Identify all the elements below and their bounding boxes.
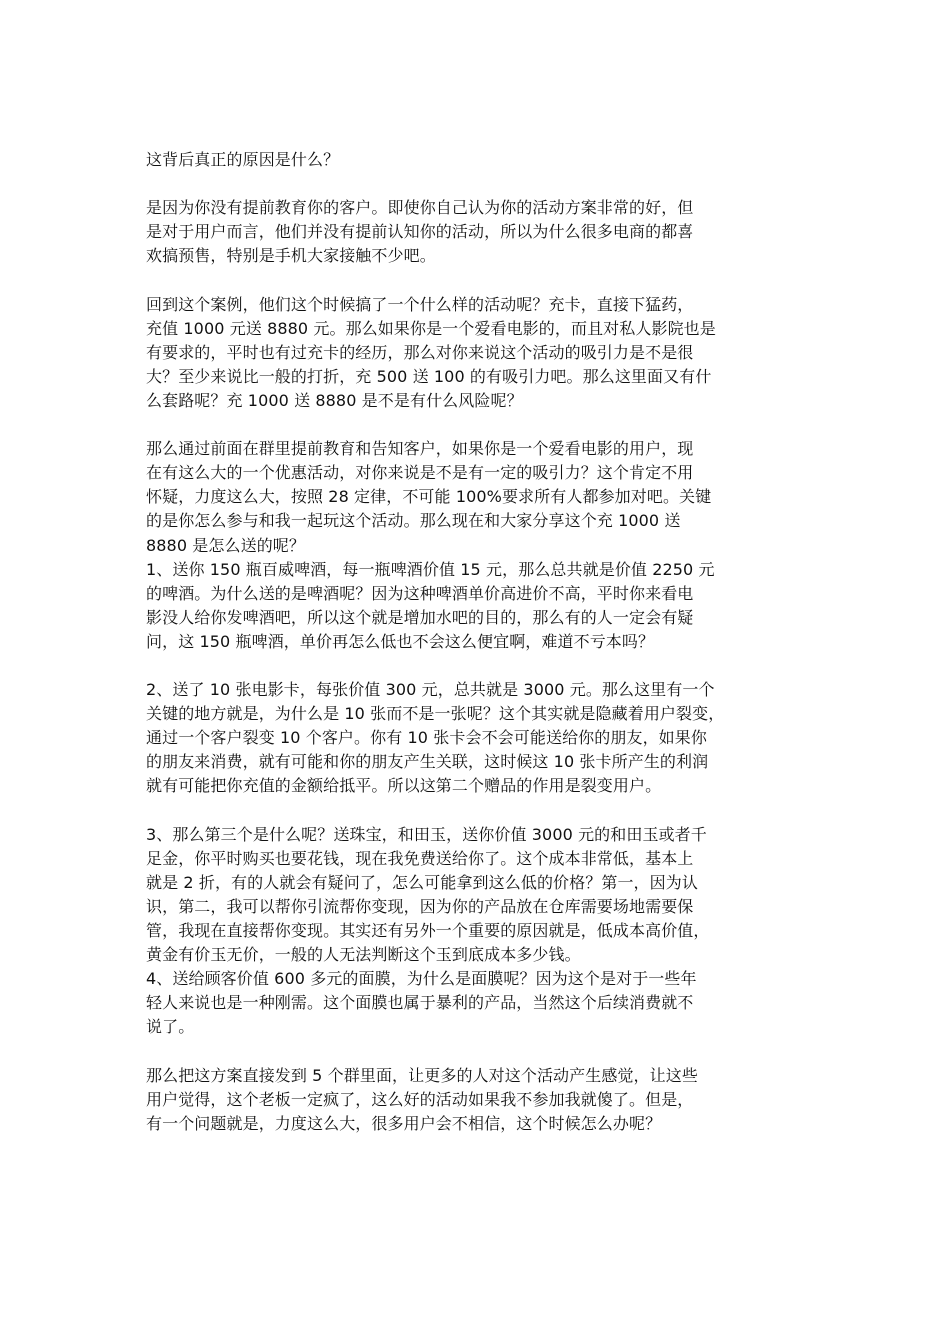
text-line: 就是 2 折，有的人就会有疑问了，怎么可能拿到这么低的价格？第一，因为认 [146, 872, 698, 892]
text-line: 么套路呢？充 1000 送 8880 是不是有什么风险呢？ [146, 390, 523, 410]
text-line: 说了。 [146, 1017, 195, 1037]
text-line: 黄金有价玉无价，一般的人无法判断这个玉到底成本多少钱。 [146, 945, 581, 965]
text-line: 4、送给顾客价值 600 多元的面膜，为什么是面膜呢？因为这个是对于一些年 [146, 969, 697, 989]
text-line: 欢搞预售，特别是手机大家接触不少吧。 [146, 246, 436, 266]
paragraph-gap [146, 413, 810, 437]
text-line: 8880 是怎么送的呢？ [146, 535, 306, 555]
text-line: 1、送你 150 瓶百威啤酒，每一瓶啤酒价值 15 元，那么总共就是价值 2250 元 [146, 559, 715, 579]
text-line: 的朋友来消费，就有可能和你的朋友产生关联，这时候这 10 张卡所产生的利润 [146, 752, 709, 772]
text-line: 管，我现在直接帮你变现。其实还有另外一个重要的原因就是，低成本高价值， [146, 921, 710, 940]
text-line: 这背后真正的原因是什么？ [146, 150, 340, 169]
text-line: 充值 1000 元送 8880 元。那么如果你是一个爱看电影的，而且对私人影院也是 [146, 318, 716, 338]
text-line: 是因为你没有提前教育你的客户。即使你自己认为你的活动方案非常的好，但 [146, 198, 694, 218]
text-line: 足金，你平时购买也要花钱，现在我免费送给你了。这个成本非常低，基本上 [146, 848, 694, 868]
text-line: 在有这么大的一个优惠活动，对你来说是不是有一定的吸引力？这个肯定不用 [146, 463, 694, 483]
text-line: 关键的地方就是，为什么是 10 张而不是一张呢？这个其实就是隐藏着用户裂变， [146, 704, 725, 724]
paragraph-question [146, 148, 810, 172]
paragraph-group-send [146, 1064, 810, 1136]
text-line: 那么把这方案直接发到 5 个群里面，让更多的人对这个活动产生感觉，让这些 [146, 1065, 698, 1085]
text-line: 有要求的，平时也有过充卡的经历，那么对你来说这个活动的吸引力是不是很 [146, 342, 694, 362]
paragraph-gift-3-4 [146, 823, 810, 1040]
paragraph-reason [146, 196, 810, 268]
text-line: 轻人来说也是一种刚需。这个面膜也属于暴利的产品，当然这个后续消费就不 [146, 993, 694, 1013]
text-line: 是对于用户而言，他们并没有提前认知你的活动，所以为什么很多电商的都喜 [146, 222, 694, 242]
text-line: 2、送了 10 张电影卡，每张价值 300 元，总共就是 3000 元。那么这里有一个 [146, 680, 715, 700]
text-line: 的是你怎么参与和我一起玩这个活动。那么现在和大家分享这个充 1000 送 [146, 511, 681, 531]
paragraph-case [146, 293, 810, 413]
document-page [146, 148, 810, 1136]
paragraph-gap [146, 799, 810, 823]
text-line: 回到这个案例，他们这个时候搞了一个什么样的活动呢？充卡，直接下猛药， [146, 294, 694, 314]
text-line: 就有可能把你充值的金额给抵平。所以这第二个赠品的作用是裂变用户。 [146, 776, 662, 796]
text-line: 通过一个客户裂变 10 个客户。你有 10 张卡会不会可能送给你的朋友，如果你 [146, 728, 707, 748]
paragraph-gift-2 [146, 678, 810, 798]
paragraph-gap [146, 172, 810, 196]
text-line: 怀疑，力度这么大，按照 28 定律，不可能 100%要求所有人都参加对吧。关键 [146, 487, 712, 507]
text-line: 识，第二，我可以帮你引流帮你变现，因为你的产品放在仓库需要场地需要保 [146, 896, 694, 916]
paragraph-gift-1 [146, 437, 810, 654]
text-line: 有一个问题就是，力度这么大，很多用户会不相信，这个时候怎么办呢？ [146, 1113, 662, 1133]
paragraph-gap [146, 1039, 810, 1063]
text-line: 的啤酒。为什么送的是啤酒呢？因为这种啤酒单价高进价不高，平时你来看电 [146, 583, 694, 603]
text-line: 那么通过前面在群里提前教育和告知客户，如果你是一个爱看电影的用户，现 [146, 439, 694, 459]
paragraph-gap [146, 654, 810, 678]
text-line: 大？至少来说比一般的打折，充 500 送 100 的有吸引力吧。那么这里面又有什 [146, 366, 712, 386]
text-line: 问，这 150 瓶啤酒，单价再怎么低也不会这么便宜啊，难道不亏本吗？ [146, 631, 655, 651]
paragraph-gap [146, 268, 810, 292]
text-line: 3、那么第三个是什么呢？送珠宝，和田玉，送你价值 3000 元的和田玉或者千 [146, 824, 707, 844]
text-line: 影没人给你发啤酒吧，所以这个就是增加水吧的目的，那么有的人一定会有疑 [146, 607, 694, 627]
text-line: 用户觉得，这个老板一定疯了，这么好的活动如果我不参加我就傻了。但是， [146, 1089, 694, 1109]
